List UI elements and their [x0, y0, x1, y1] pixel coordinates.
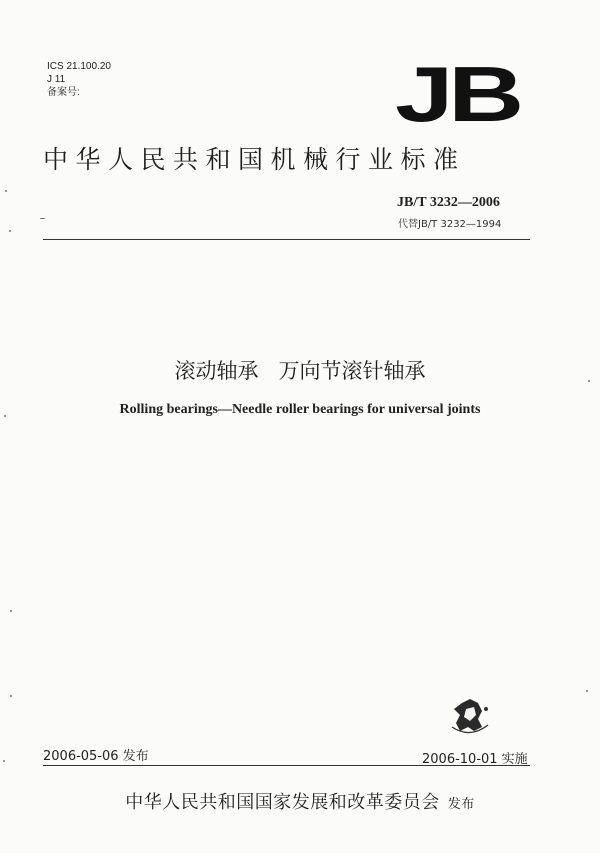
scan-speck — [4, 415, 6, 417]
scan-speck — [5, 190, 7, 192]
document-title-english: Rolling bearings—Needle roller bearings for universal joints — [119, 402, 481, 417]
document-title-chinese: 滚动轴承 万向节滚针轴承 — [174, 359, 426, 383]
issue-date: 2006-05-06 发布 — [43, 749, 149, 764]
issuing-organization — [0, 788, 600, 814]
publisher-emblem-icon — [448, 697, 492, 737]
standard-number: JB/T 3232—2006 — [397, 195, 500, 210]
header-divider — [43, 239, 530, 240]
ics-code: ICS 21.100.20 — [47, 61, 111, 72]
jb-logo: JB — [395, 50, 519, 138]
implementation-date: 2006-10-01 实施 — [422, 752, 528, 767]
scan-speck — [586, 690, 588, 692]
issuing-organization-name: 中华人民共和国国家发展和改革委员会 — [125, 792, 440, 813]
scan-speck — [3, 760, 5, 762]
scan-speck — [9, 230, 11, 232]
issuing-authority-title: 中华人民共和国机械行业标准 — [43, 145, 466, 174]
record-number-label: 备案号: — [47, 87, 80, 98]
issuing-organization-suffix: 发布 — [447, 797, 475, 812]
scan-speck — [10, 610, 12, 612]
replaces-standard: 代替JB/T 3232—1994 — [398, 219, 502, 230]
scan-speck — [588, 380, 590, 382]
classification-code: J 11 — [47, 74, 66, 85]
footer-divider — [43, 765, 530, 766]
scan-speck — [40, 218, 45, 219]
scan-speck — [10, 695, 12, 697]
